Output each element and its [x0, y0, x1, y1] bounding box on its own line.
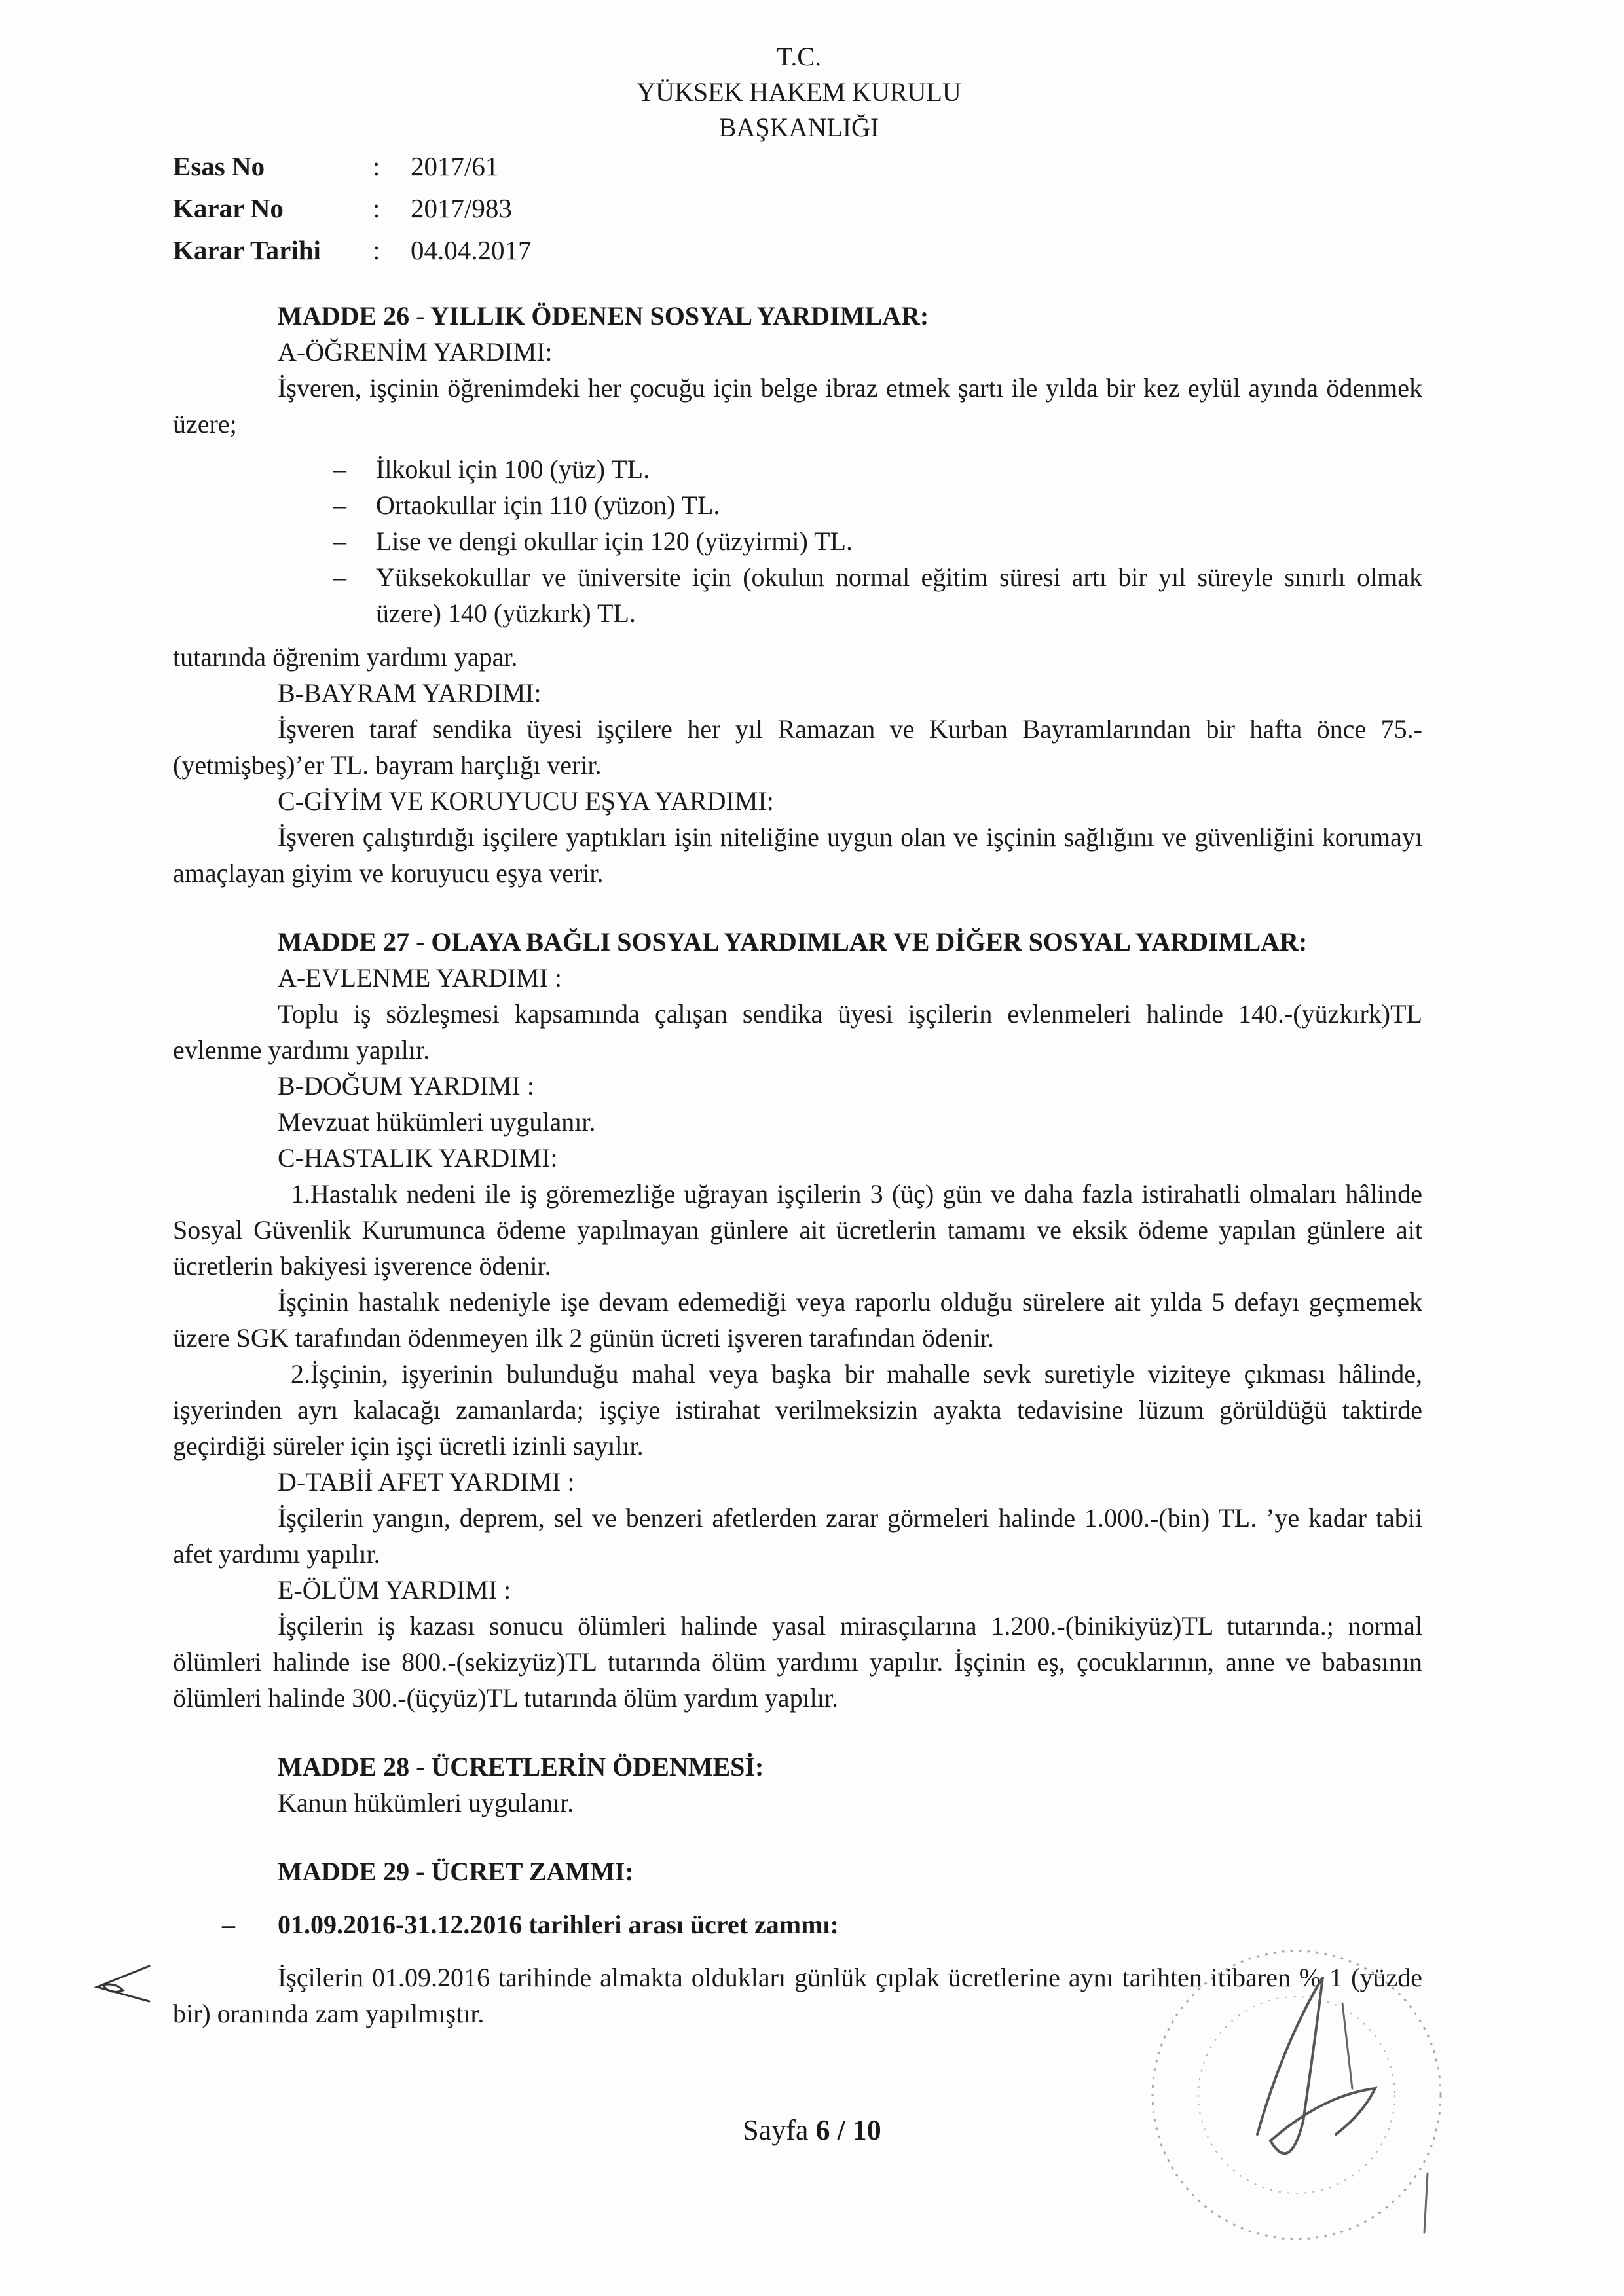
m26-b-title: B-BAYRAM YARDIMI:: [278, 678, 542, 708]
list-item: [173, 559, 1422, 631]
m26-a-after: tutarında öğrenim yardımı yapar.: [173, 642, 518, 672]
esas-label: Esas No: [173, 151, 265, 181]
madde-27-title-text: MADDE 27 - OLAYA BAĞLI SOSYAL YARDIMLAR VE DİĞER SOSYAL YARDIMLAR:: [278, 927, 1308, 957]
esas-colon: :: [373, 151, 380, 181]
madde-26-title: MADDE 26 - YILLIK ÖDENEN SOSYAL YARDIMLAR:: [278, 301, 929, 331]
tarih-colon: :: [373, 235, 380, 265]
m27-b-title: B-DOĞUM YARDIMI :: [278, 1071, 534, 1101]
list-item: [173, 451, 1422, 487]
tarih-row: [173, 229, 532, 271]
margin-initial-mark: [84, 1961, 156, 2007]
list-item-text: İlkokul için 100 (yüz) TL.: [376, 454, 650, 484]
list-dash: –: [333, 526, 346, 556]
institution-header: [563, 39, 1035, 145]
m26-c-text: İşveren çalıştırdığı işçilere yaptıkları işin niteliğine uygun olan ve işçinin sağlığını ve güvenliğini korumayı amaçlayan giyim ve koruyucu eşya verir.: [173, 822, 1422, 888]
m29-text: İşçilerin 01.09.2016 tarihinde almakta oldukları günlük çıplak ücretlerine aynı tarihten itibaren % 1 (yüzde bir) oranında zam yapılmıştır.: [173, 1963, 1422, 2028]
esas-row: [173, 145, 532, 187]
case-metadata: [173, 145, 532, 271]
m27-e-title: E-ÖLÜM YARDIMI :: [278, 1575, 511, 1605]
m29-period-text: 01.09.2016-31.12.2016 tarihleri arası ücret zammı:: [278, 1910, 839, 1939]
karar-colon: :: [373, 193, 380, 223]
document-body: [173, 298, 1422, 2032]
m27-c-p3: 2.İşçinin, işyerinin bulunduğu mahal veya başka bir mahalle sevk suretiyle viziteye çıkması hâlinde, işyerinden ayrı kalacağı zamanlarda; işçiye istirahat verilmeksizin ayakta tedavisine lüzum görüldüğü taktirde geçirdiği süreler için işçi ücretli izinli sayılır.: [173, 1359, 1422, 1461]
m27-c-title: C-HASTALIK YARDIMI:: [278, 1143, 558, 1173]
list-dash: –: [333, 454, 346, 484]
m27-a-text: Toplu iş sözleşmesi kapsamında çalışan sendika üyesi işçilerin evlenmeleri halinde 140.-(yüzkırk)TL evlenme yardımı yapılır.: [173, 999, 1422, 1065]
karar-value: 2017/983: [411, 193, 512, 223]
m26-c-title: C-GİYİM VE KORUYUCU EŞYA YARDIMI:: [278, 786, 774, 816]
m26-a-text: İşveren, işçinin öğrenimdeki her çocuğu için belge ibraz etmek şartı ile yılda bir kez eylül ayında ödenmek üzere;: [173, 373, 1422, 439]
m27-c-p1: 1.Hastalık nedeni ile iş göremezliğe uğrayan işçilerin 3 (üç) gün ve daha fazla istirahatli olmaları hâlinde Sosyal Güvenlik Kurumunca ödeme yapılmayan günlere ait ücretlerin tamamı ve eksik ödeme yapılan günlere ait ücretlerin bakiyesi işverence ödenir.: [173, 1179, 1422, 1281]
list-item: [173, 523, 1422, 559]
m27-a-title: A-EVLENME YARDIMI :: [278, 963, 563, 993]
page-number: 6 / 10: [815, 2114, 881, 2146]
list-dash: –: [333, 562, 346, 592]
m27-c-p2: İşçinin hastalık nedeniyle işe devam edemediği veya raporlu olduğu sürelere ait yılda 5 defayı geçmemek üzere SGK tarafından ödenmeyen ilk 2 günün ücreti işveren tarafından ödenir.: [173, 1287, 1422, 1353]
karar-row: [173, 187, 532, 229]
esas-value: 2017/61: [411, 151, 499, 181]
m26-b-text: İşveren taraf sendika üyesi işçilere her yıl Ramazan ve Kurban Bayramlarından bir hafta önce 75.-(yetmişbeş)’er TL. bayram harçlığı verir.: [173, 714, 1422, 780]
header-line-board: YÜKSEK HAKEM KURULU: [637, 77, 961, 107]
list-item-text: Ortaokullar için 110 (yüzon) TL.: [376, 490, 720, 520]
madde-28-title: MADDE 28 - ÜCRETLERİN ÖDENMESİ:: [278, 1752, 764, 1781]
tarih-label: Karar Tarihi: [173, 235, 321, 265]
m28-text: Kanun hükümleri uygulanır.: [278, 1788, 574, 1817]
m27-e-text: İşçilerin iş kazası sonucu ölümleri halinde yasal mirasçılarına 1.200.-(binikiyüz)TL tutarında.; normal ölümleri halinde ise 800.-(sekizyüz)TL tutarında ölüm yardımı yapılır. İşçinin eş, çocuklarının, anne ve babasının ölümleri halinde 300.-(üçyüz)TL tutarında ölüm yardım yapılır.: [173, 1611, 1422, 1713]
m27-b-text: Mevzuat hükümleri uygulanır.: [278, 1107, 596, 1137]
m27-d-title: D-TABİİ AFET YARDIMI :: [278, 1467, 575, 1497]
karar-label: Karar No: [173, 193, 284, 223]
m26-a-list: [173, 451, 1422, 631]
m27-d-text: İşçilerin yangın, deprem, sel ve benzeri afetlerden zarar görmeleri halinde 1.000.-(bin) TL. ’ye kadar tabii afet yardımı yapılır.: [173, 1503, 1422, 1569]
header-line-tc: T.C.: [776, 42, 822, 71]
list-item-text: Yüksekokullar ve üniversite için (okulun normal eğitim süresi artı bir yıl süreyle sınırlı olmak üzere) 140 (yüzkırk) TL.: [376, 562, 1422, 628]
list-item: [173, 487, 1422, 523]
m29-dash: –: [222, 1910, 235, 1939]
page-label: Sayfa: [743, 2114, 816, 2146]
tarih-value: 04.04.2017: [411, 235, 532, 265]
official-stamp-seal: [1126, 1925, 1467, 2265]
m26-a-title: A-ÖĞRENİM YARDIMI:: [278, 337, 553, 367]
header-line-presidency: BAŞKANLIĞI: [718, 113, 879, 142]
list-dash: –: [333, 490, 346, 520]
madde-29-title: MADDE 29 - ÜCRET ZAMMI:: [278, 1857, 634, 1886]
list-item-text: Lise ve dengi okullar için 120 (yüzyirmi) TL.: [376, 526, 853, 556]
madde-27-title: [173, 924, 1422, 960]
